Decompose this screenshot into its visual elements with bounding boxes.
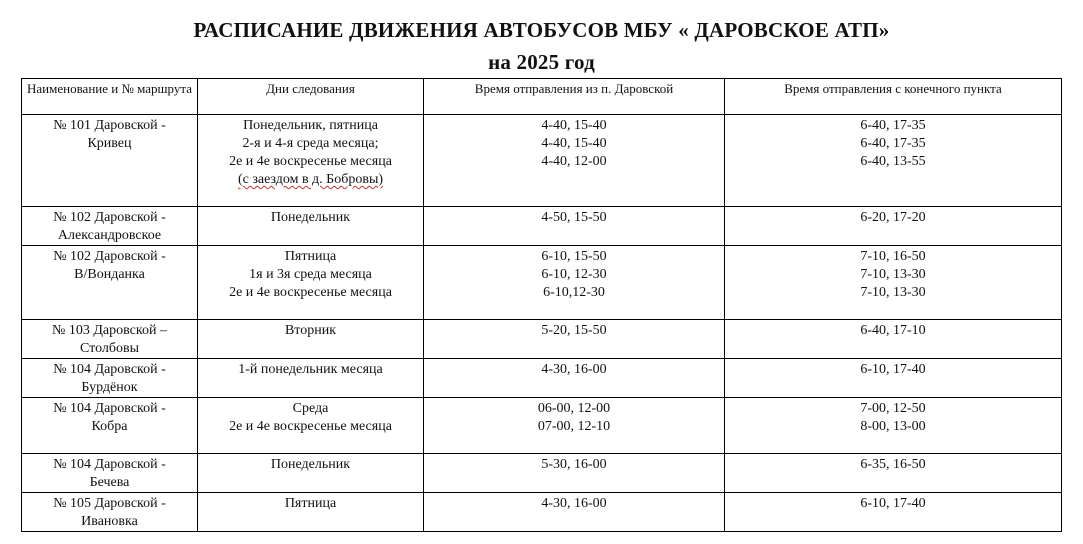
days-cell bbox=[198, 320, 424, 359]
days-cell bbox=[198, 493, 424, 532]
days-line: 2е и 4е воскресенье месяца bbox=[229, 419, 392, 434]
route-destination: Кобра bbox=[91, 419, 128, 434]
time-line: 6-10,12-30 bbox=[543, 285, 605, 300]
departure-terminal-cell bbox=[725, 207, 1062, 246]
route-number: № 102 Даровской - bbox=[53, 249, 166, 264]
days-line: 2е и 4е воскресенье месяца bbox=[229, 154, 392, 169]
route-number: № 104 Даровской - bbox=[53, 401, 166, 416]
route-number: № 104 Даровской - bbox=[53, 362, 166, 377]
days-cell bbox=[198, 454, 424, 493]
time-line: 4-50, 15-50 bbox=[541, 210, 607, 225]
departure-terminal-cell bbox=[725, 115, 1062, 207]
table-row bbox=[22, 398, 1062, 454]
route-number: № 104 Даровской - bbox=[53, 457, 166, 472]
column-header-route: Наименование и № маршрута bbox=[22, 79, 198, 115]
days-line: Понедельник bbox=[270, 210, 351, 225]
time-line: 6-35, 16-50 bbox=[860, 457, 926, 472]
route-cell bbox=[22, 493, 198, 532]
time-line: 5-30, 16-00 bbox=[541, 457, 607, 472]
time-line: 7-00, 12-50 bbox=[860, 401, 926, 416]
route-cell bbox=[22, 115, 198, 207]
route-cell bbox=[22, 398, 198, 454]
time-line: 6-40, 13-55 bbox=[860, 154, 926, 169]
route-cell bbox=[22, 320, 198, 359]
days-line: (с заездом в д. Бобровы) bbox=[237, 172, 384, 187]
days-line: Среда bbox=[292, 401, 329, 416]
time-line: 7-10, 13-30 bbox=[860, 285, 926, 300]
departure-origin-cell bbox=[424, 320, 725, 359]
time-line: 07-00, 12-10 bbox=[537, 419, 611, 434]
departure-origin-cell bbox=[424, 115, 725, 207]
days-cell bbox=[198, 115, 424, 207]
departure-terminal-cell bbox=[725, 398, 1062, 454]
column-header-days: Дни следования bbox=[198, 79, 424, 115]
days-line: 1-й понедельник месяца bbox=[238, 362, 383, 377]
days-line: 2-я и 4-я среда месяца; bbox=[242, 136, 379, 151]
bus-schedule-table bbox=[21, 78, 1062, 532]
time-line: 6-10, 15-50 bbox=[541, 249, 607, 264]
time-line: 6-10, 17-40 bbox=[860, 362, 926, 377]
departure-origin-cell bbox=[424, 246, 725, 320]
days-line: 2е и 4е воскресенье месяца bbox=[229, 285, 392, 300]
time-line: 4-40, 12-00 bbox=[541, 154, 607, 169]
departure-origin-cell bbox=[424, 207, 725, 246]
days-line: 1я и 3я среда месяца bbox=[249, 267, 372, 282]
time-line: 7-10, 13-30 bbox=[860, 267, 926, 282]
days-line: Понедельник bbox=[270, 457, 351, 472]
page-title: РАСПИСАНИЕ ДВИЖЕНИЯ АВТОБУСОВ МБУ « ДАРОВСКОЕ АТП» bbox=[193, 18, 890, 42]
time-line: 4-40, 15-40 bbox=[541, 136, 607, 151]
departure-origin-cell bbox=[424, 493, 725, 532]
departure-terminal-cell bbox=[725, 493, 1062, 532]
table-row bbox=[22, 207, 1062, 246]
departure-terminal-cell bbox=[725, 320, 1062, 359]
days-line: Вторник bbox=[284, 323, 337, 338]
days-cell bbox=[198, 207, 424, 246]
days-cell bbox=[198, 398, 424, 454]
route-destination: Ивановка bbox=[81, 514, 138, 529]
column-header-departure-origin: Время отправления из п. Даровской bbox=[424, 79, 725, 115]
route-destination: Кривец bbox=[87, 136, 132, 151]
table-row bbox=[22, 246, 1062, 320]
days-line: Пятница bbox=[284, 249, 337, 264]
days-cell bbox=[198, 246, 424, 320]
table-row bbox=[22, 320, 1062, 359]
table-header-row bbox=[22, 79, 1062, 115]
time-line: 6-40, 17-10 bbox=[860, 323, 926, 338]
days-line: Понедельник, пятница bbox=[243, 118, 378, 133]
departure-terminal-cell bbox=[725, 454, 1062, 493]
route-cell bbox=[22, 207, 198, 246]
table-row bbox=[22, 493, 1062, 532]
table-row bbox=[22, 115, 1062, 207]
time-line: 4-40, 15-40 bbox=[541, 118, 607, 133]
route-number: № 102 Даровской - bbox=[53, 210, 166, 225]
route-number: № 103 Даровской – bbox=[52, 323, 167, 338]
time-line: 6-40, 17-35 bbox=[860, 136, 926, 151]
time-line: 6-10, 12-30 bbox=[541, 267, 607, 282]
time-line: 6-10, 17-40 bbox=[860, 496, 926, 511]
route-cell bbox=[22, 454, 198, 493]
route-destination: Александровское bbox=[57, 228, 162, 243]
route-number: № 105 Даровской - bbox=[53, 496, 166, 511]
column-header-departure-terminal: Время отправления с конечного пункта bbox=[725, 79, 1062, 115]
route-destination: В/Вонданка bbox=[74, 267, 145, 282]
departure-origin-cell bbox=[424, 359, 725, 398]
time-line: 5-20, 15-50 bbox=[541, 323, 607, 338]
time-line: 6-20, 17-20 bbox=[860, 210, 926, 225]
departure-terminal-cell bbox=[725, 246, 1062, 320]
route-cell bbox=[22, 246, 198, 320]
table-row bbox=[22, 359, 1062, 398]
time-line: 7-10, 16-50 bbox=[860, 249, 926, 264]
route-number: № 101 Даровской - bbox=[53, 118, 166, 133]
route-destination: Бурдёнок bbox=[81, 380, 138, 395]
time-line: 4-30, 16-00 bbox=[541, 362, 607, 377]
departure-terminal-cell bbox=[725, 359, 1062, 398]
departure-origin-cell bbox=[424, 398, 725, 454]
time-line: 6-40, 17-35 bbox=[860, 118, 926, 133]
time-line: 06-00, 12-00 bbox=[537, 401, 611, 416]
days-cell bbox=[198, 359, 424, 398]
route-destination: Столбовы bbox=[79, 341, 140, 356]
time-line: 8-00, 13-00 bbox=[860, 419, 926, 434]
days-line: Пятница bbox=[284, 496, 337, 511]
route-destination: Бечева bbox=[89, 475, 130, 490]
time-line: 4-30, 16-00 bbox=[541, 496, 607, 511]
route-cell bbox=[22, 359, 198, 398]
departure-origin-cell bbox=[424, 454, 725, 493]
page-subtitle-year: на 2025 год bbox=[488, 50, 595, 74]
table-row bbox=[22, 454, 1062, 493]
